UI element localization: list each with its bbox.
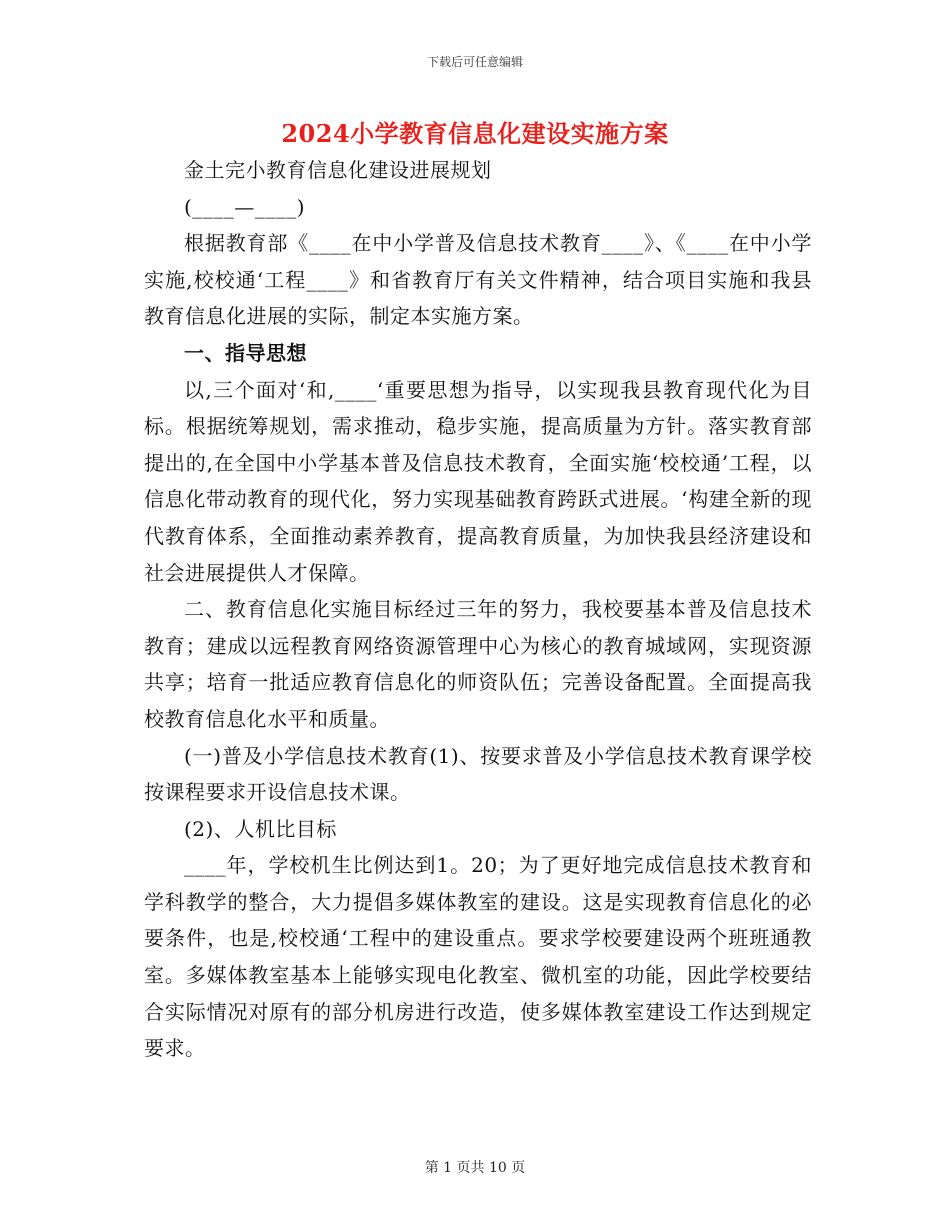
intro-paragraph: 根据教育部《____在中小学普及信息技术教育____》、《____在中小学实施,校校通‘工程____》和省教育厅有关文件精神，结合项目实施和我县教育信息化进展的实际，制定本实施方案。 <box>144 231 812 329</box>
ratio-heading-paragraph: (2)、人机比目标 <box>184 816 337 841</box>
document-title: 2024小学教育信息化建设实施方案 <box>281 119 669 148</box>
guiding-ideology-paragraph: 以,三个面对‘和,____‘重要思想为指导，以实现我县教育现代化为目标。根据统筹规划，需求推动，稳步实施，提高质量为方针。落实教育部提出的,在全国中小学基本普及信息技术教育，全面实施‘校校通’工程，以信息化带动教育的现代化，努力实现基础教育跨跃式进展。‘构建全新的现代教育体系，全面推动素养教育，提高教育质量，为加快我县经济建设和社会进展提供人才保障。 <box>144 377 812 585</box>
section-heading-guiding-ideology: 一、指导思想 <box>184 340 307 365</box>
ratio-target-paragraph: ____年，学校机生比例达到1。20；为了更好地完成信息技术教育和学科教学的整合，大力提倡多媒体教室的建设。这是实现教育信息化的必要条件，也是,校校通‘工程中的建设重点。要求学校要建设两个班班通教室。多媒体教室基本上能够实现电化教室、微机室的功能，因此学校要结合实际情况对原有的部分机房进行改造，使多媒体教室建设工作达到规定要求。 <box>144 853 812 1061</box>
objectives-paragraph: 二、教育信息化实施目标经过三年的努力，我校要基本普及信息技术教育；建成以远程教育网络资源管理中心为核心的教育城域网，实现资源共享；培育一批适应教育信息化的师资队伍；完善设备配置。全面提高我校教育信息化水平和质量。 <box>144 597 812 731</box>
it-education-paragraph: (一)普及小学信息技术教育(1)、按要求普及小学信息技术教育课学校按课程要求开设信息技术课。 <box>144 743 812 805</box>
page-header-note: 下载后可任意编辑 <box>426 55 523 69</box>
page-number-footer: 第 1 页共 10 页 <box>424 1160 526 1176</box>
subtitle-paragraph: 金土完小教育信息化建设进展规划 <box>184 158 492 182</box>
date-range-paragraph: (____—____) <box>184 194 306 219</box>
document-body <box>144 152 812 1067</box>
